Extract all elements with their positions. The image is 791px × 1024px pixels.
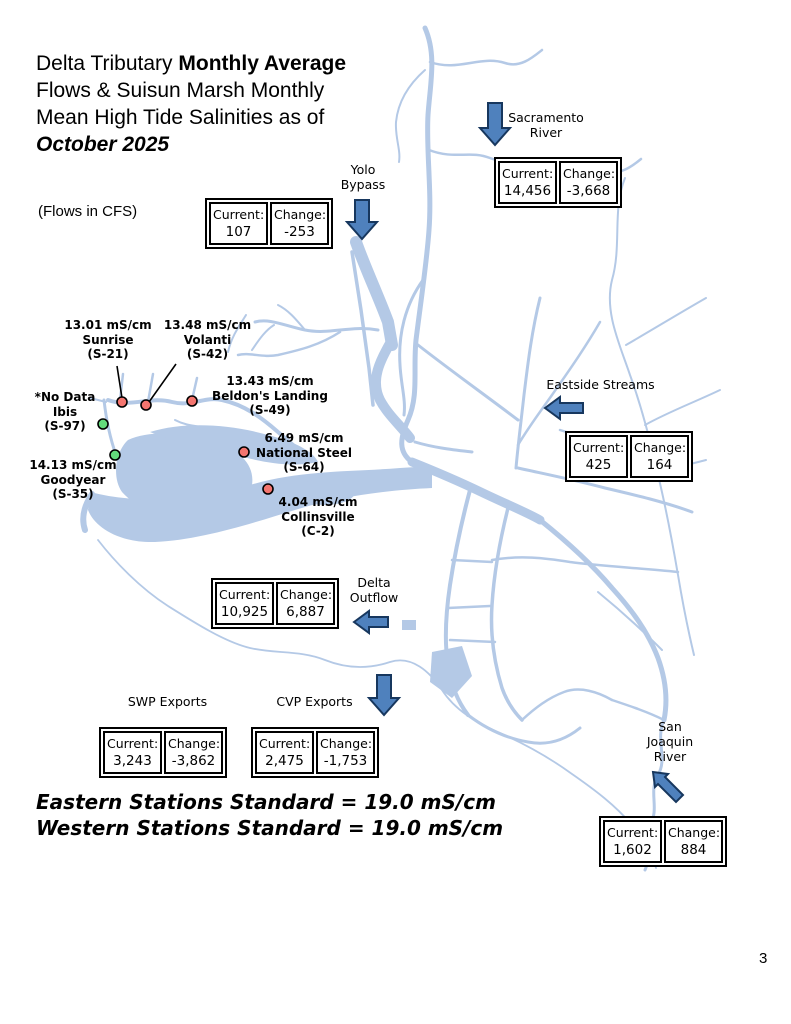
- sacramento-river-databox: [494, 157, 622, 208]
- title-line3: Mean High Tide Salinities as of: [36, 106, 325, 129]
- delta-outflow-arrow-icon: [354, 611, 388, 633]
- title-part-bold: Monthly Average: [178, 52, 347, 75]
- page-number: 3: [759, 950, 768, 967]
- change-cell: Change: 164: [630, 435, 689, 478]
- eastside-current-value: 425: [585, 457, 612, 473]
- yolo-bypass-label: Yolo Bypass: [340, 162, 386, 192]
- change-cell: Change: -3,862: [164, 731, 223, 774]
- volanti-station-label: 13.48 mS/cm Volanti (S-42): [163, 318, 252, 361]
- sacramento-river-label: Sacramento River: [508, 110, 584, 140]
- page-title: [36, 50, 406, 158]
- sacramento-change-value: -3,668: [566, 183, 611, 199]
- cvp-exports-databox: [251, 727, 379, 778]
- beldons-landing-station-label: 13.43 mS/cm Beldon's Landing (S-49): [212, 374, 328, 417]
- delta-outflow-label: Delta Outflow: [349, 575, 399, 605]
- cvp-exports-label: CVP Exports: [276, 694, 353, 709]
- san-joaquin-databox: [599, 816, 727, 867]
- change-cell: Change: -3,668: [559, 161, 618, 204]
- san-joaquin-change-value: 884: [680, 842, 707, 858]
- eastern-standard-line: Eastern Stations Standard = 19.0 mS/cm: [36, 790, 496, 814]
- cvp-current-value: 2,475: [265, 753, 304, 769]
- change-cell: Change: 6,887: [276, 582, 335, 625]
- current-cell: Current: 1,602: [603, 820, 662, 863]
- yolo-bypass-databox: [205, 198, 333, 249]
- delta-outflow-databox: [211, 578, 339, 629]
- change-cell: Change: 884: [664, 820, 723, 863]
- eastside-change-value: 164: [646, 457, 673, 473]
- change-cell: Change: -253: [270, 202, 329, 245]
- goodyear-station-label: 14.13 mS/cm Goodyear (S-35): [29, 458, 117, 501]
- yolo-bypass-arrow-icon: [347, 200, 377, 239]
- swp-exports-databox: [99, 727, 227, 778]
- stations-standard-note: [36, 789, 503, 841]
- western-standard-line: Western Stations Standard = 19.0 mS/cm: [36, 816, 504, 840]
- san-joaquin-current-value: 1,602: [613, 842, 652, 858]
- cvp-change-value: -1,753: [323, 753, 368, 769]
- current-cell: Current: 3,243: [103, 731, 162, 774]
- yolo-change-value: -253: [284, 224, 315, 240]
- swp-change-value: -3,862: [171, 753, 216, 769]
- outflow-change-value: 6,887: [286, 604, 325, 620]
- collinsville-station-label: 4.04 mS/cm Collinsville (C-2): [278, 495, 358, 538]
- volanti-station-marker: [141, 400, 151, 410]
- swp-exports-label: SWP Exports: [127, 694, 208, 709]
- national-steel-station-label: 6.49 mS/cm National Steel (S-64): [256, 431, 352, 474]
- cvp-exports-arrow-icon: [369, 675, 399, 715]
- beldons-landing-station-marker: [187, 396, 197, 406]
- eastside-streams-label: Eastside Streams: [546, 377, 655, 392]
- current-cell: Current: 14,456: [498, 161, 557, 204]
- outflow-current-value: 10,925: [220, 604, 269, 620]
- current-cell: Current: 10,925: [215, 582, 274, 625]
- san-joaquin-river-label: San Joaquin River: [646, 719, 694, 764]
- current-cell: Current: 107: [209, 202, 268, 245]
- title-month: October 2025: [36, 133, 170, 156]
- volanti-leader-line: [149, 364, 176, 402]
- sacramento-current-value: 14,456: [503, 183, 552, 199]
- current-cell: Current: 2,475: [255, 731, 314, 774]
- sunrise-station-marker: [117, 397, 127, 407]
- eastside-streams-arrow-icon: [545, 397, 583, 419]
- title-line2: Flows & Suisun Marsh Monthly: [36, 79, 325, 102]
- yolo-current-value: 107: [225, 224, 252, 240]
- ibis-station-label: *No Data Ibis (S-97): [34, 390, 96, 433]
- swp-current-value: 3,243: [113, 753, 152, 769]
- san-joaquin-river-arrow-icon: [653, 772, 683, 802]
- title-part-regular: Delta Tributary: [36, 52, 179, 75]
- eastside-streams-databox: [565, 431, 693, 482]
- sunrise-station-label: 13.01 mS/cm Sunrise (S-21): [64, 318, 152, 361]
- current-cell: Current: 425: [569, 435, 628, 478]
- change-cell: Change: -1,753: [316, 731, 375, 774]
- flows-unit-note: (Flows in CFS): [38, 203, 138, 220]
- collinsville-station-marker: [263, 484, 273, 494]
